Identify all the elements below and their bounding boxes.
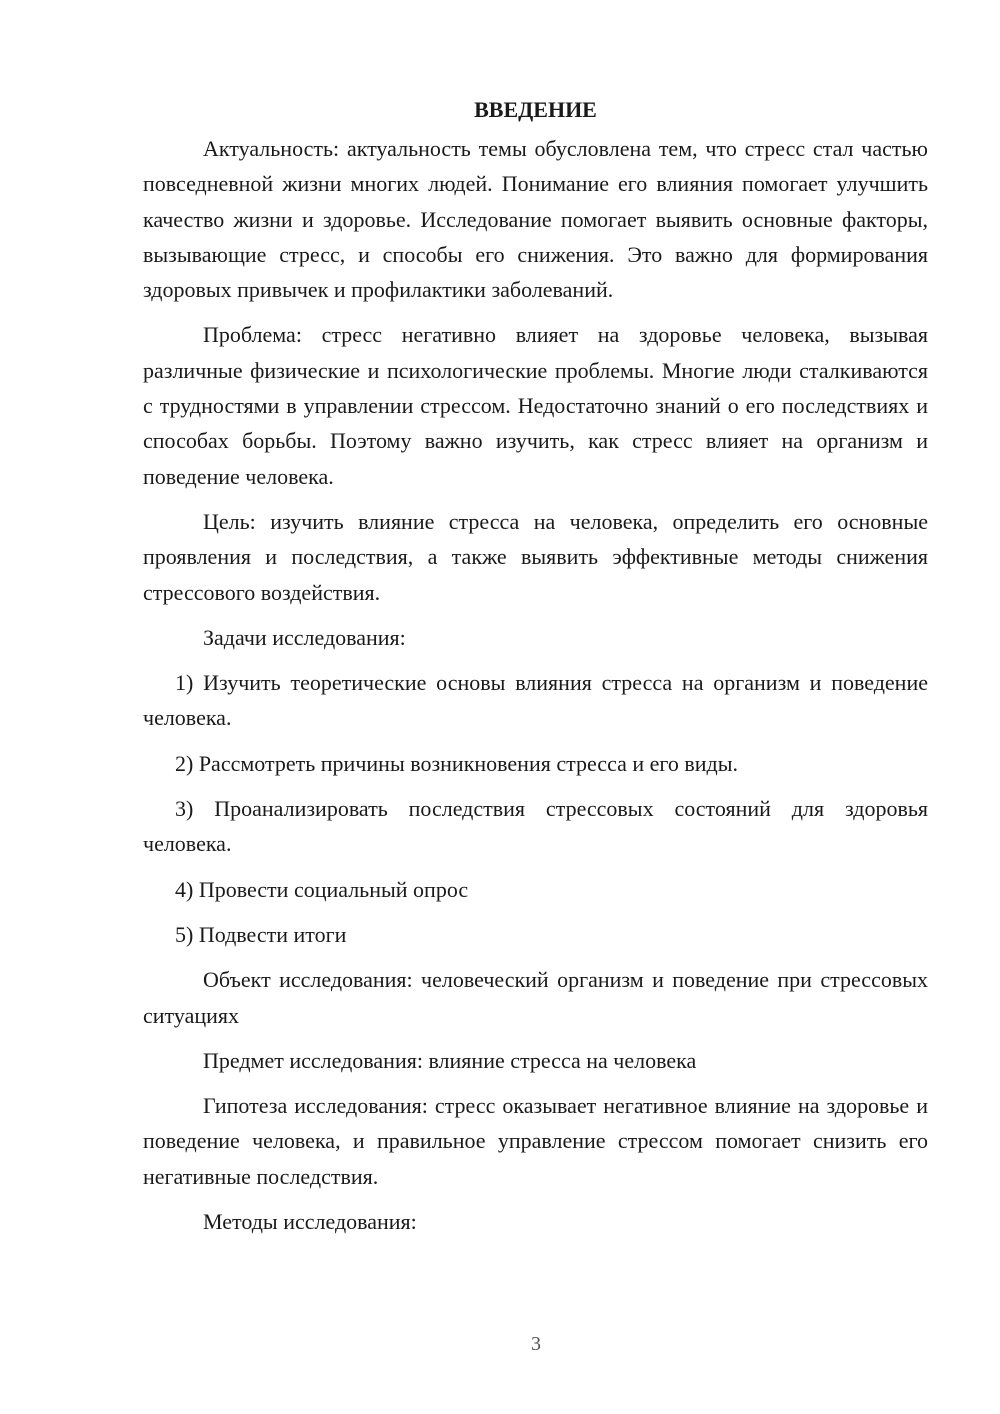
paragraph-object: Объект исследования: человеческий организм и поведение при стрессовых ситуациях [143, 967, 928, 1028]
task-item-3: 3) Проанализировать последствия стрессовых состояний для здоровья человека. [143, 796, 928, 857]
task-item-1: 1) Изучить теоретические основы влияния стресса на организм и поведение человека. [143, 670, 928, 731]
task-item-5: 5) Подвести итоги [175, 921, 347, 947]
page-title: ВВЕДЕНИЕ [474, 97, 597, 122]
paragraph-relevance: Актуальность: актуальность темы обусловлена тем, что стресс стал частью повседневной жизни многих людей. Понимание его влияния помогает улучшить качество жизни и здоровье. Исследование помогает выявить основные факторы, вызывающие стресс, и способы его снижения. Это важно для формирования здоровых привычек и профилактики заболеваний. [143, 136, 928, 303]
tasks-heading: Задачи исследования: [203, 624, 406, 650]
paragraph-hypothesis: Гипотеза исследования: стресс оказывает негативное влияние на здоровье и поведение человека, и правильное управление стрессом помогает снизить его негативные последствия. [143, 1093, 928, 1189]
paragraph-goal: Цель: изучить влияние стресса на человека, определить его основные проявления и последствия, а также выявить эффективные методы снижения стрессового воздействия. [143, 508, 928, 605]
paragraph-subject: Предмет исследования: влияние стресса на человека [203, 1047, 697, 1073]
page-number: 3 [531, 1333, 541, 1355]
page-content [143, 92, 928, 1249]
task-item-2: 2) Рассмотреть причины возникновения стресса и его виды. [175, 750, 739, 776]
methods-heading: Методы исследования: [203, 1209, 417, 1235]
task-item-4: 4) Провести социальный опрос [175, 876, 469, 902]
paragraph-problem: Проблема: стресс негативно влияет на здоровье человека, вызывая различные физические и психологические проблемы. Многие люди сталкиваются с трудностями в управлении стрессом. Недостаточно знаний о его последствиях и способах борьбы. Поэтому важно изучить, как стресс влияет на организм и поведение человека. [143, 322, 928, 489]
